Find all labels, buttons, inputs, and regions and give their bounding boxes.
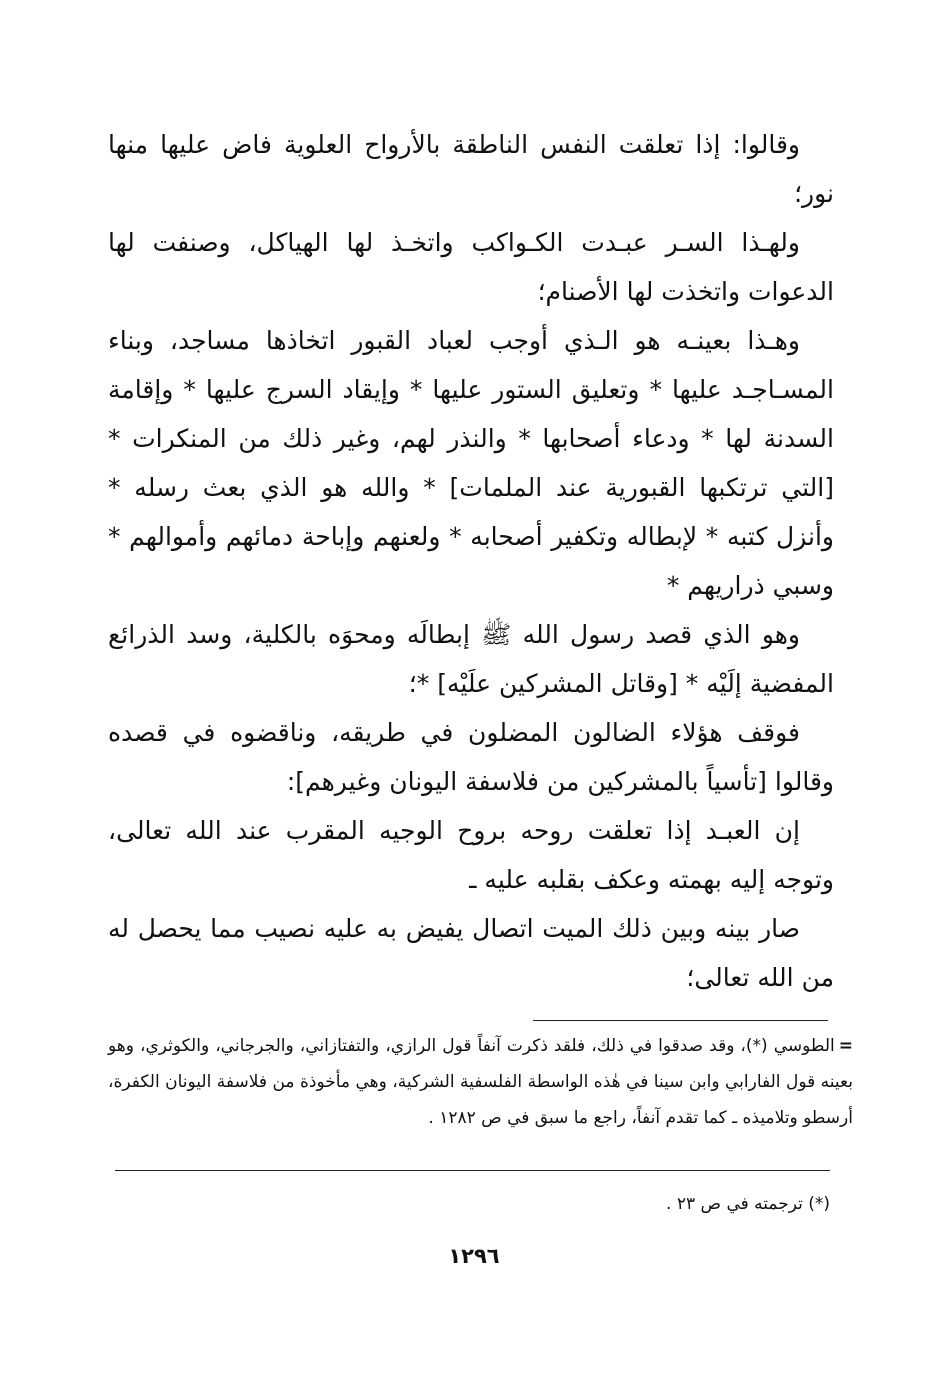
footnote-separator: [115, 1170, 830, 1171]
page-body: [108, 120, 834, 1002]
footnote-reference: [108, 1186, 830, 1222]
paragraph: وهـذا بعينـه هو الـذي أوجب لعباد القبور اتخاذها مساجد، وبناء المسـاجـد عليها * وتعليق الستور عليها * وإيقاد السرج عليها * وإقامة السدنة لها * ودعاء أصحابها * والنذر لهم، وغير ذلك من المنكرات * [التي ترتكبها القبورية عند الملمات] * والله هو الذي بعث رسله * وأنزل كتبه * لإبطاله وتكفير أصحابه * ولعنهم وإباحة دمائهم وأموالهم * وسبي ذراريهم *: [108, 326, 834, 600]
footnote-continuation: [108, 1028, 853, 1136]
paragraph: وهو الذي قصد رسول الله ﷺ إبطالَه ومحوَه بالكلية، وسد الذرائع المفضية إلَيْه * [وقاتل المشركين علَيْه] *؛: [108, 620, 834, 698]
paragraph: صار بينه وبين ذلك الميت اتصال يفيض به عليه نصيب مما يحصل له من الله تعالى؛: [108, 914, 834, 992]
footnote-text: الطوسي (*)، وقد صدقوا في ذلك، فلقد ذكرت آنفاً قول الرازي، والتفتازاني، والجرجاني، والكوثري، وهو بعينه قول الفارابي وابن سينا في هٰذه الواسطة الفلسفية الشركية، وهي مأخوذة من فلاسفة اليونان الكفرة، أرسطو وتلاميذه ـ كما تقدم آنفاً، راجع ما سبق في ص ١٢٨٢ .: [108, 1036, 853, 1128]
paragraph: وقالوا: إذا تعلقت النفس الناطقة بالأرواح العلوية فاض عليها منها نور؛: [108, 130, 834, 208]
paragraph: ولهـذا السـر عبـدت الكـواكب واتخـذ لها الهياكل، وصنفت لها الدعوات واتخذت لها الأصنام؛: [108, 228, 834, 306]
page-number: ١٢٩٦: [448, 1244, 500, 1268]
footnote-divider: [533, 1020, 828, 1021]
paragraph: فوقف هؤلاء الضالون المضلون في طريقه، وناقضوه في قصده وقالوا [تأسياً بالمشركين من فلاسفة اليونان وغيرهم]:: [108, 718, 834, 796]
paragraph: إن العبـد إذا تعلقت روحه بروح الوجيه المقرب عند الله تعالى، وتوجه إليه بهمته وعكف بقلبه عليه ـ: [108, 816, 834, 894]
main-text: [108, 120, 834, 1002]
continuation-mark: =: [838, 1036, 853, 1056]
footnote-text: (*) ترجمته في ص ٢٣ .: [666, 1194, 830, 1214]
